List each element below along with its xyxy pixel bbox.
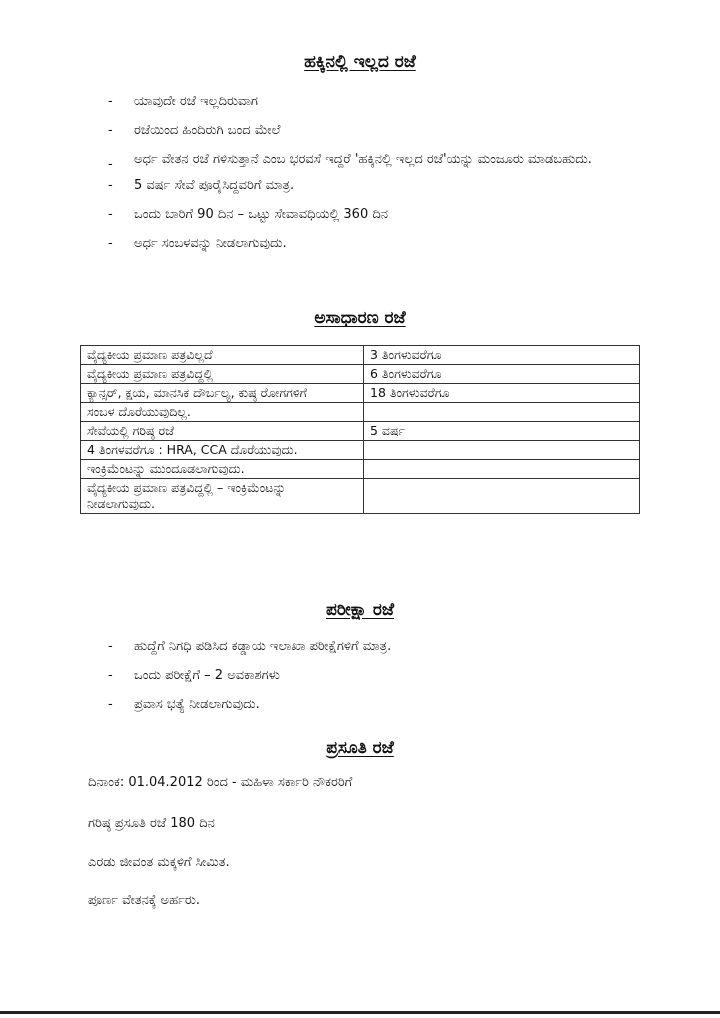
table-cell xyxy=(364,441,640,460)
table-cell xyxy=(364,403,640,422)
table-row xyxy=(81,346,640,365)
table-cell: 5 ವರ್ಷ xyxy=(364,422,640,441)
maternity-line: ಗರಿಷ್ಠ ಪ್ರಸೂತಿ ರಜೆ 180 ದಿನ xyxy=(88,816,215,831)
maternity-line: ಎರಡು ಜೀವಂತ ಮಕ್ಕಳಿಗೆ ಸೀಮಿತ. xyxy=(88,855,230,870)
table-row xyxy=(81,365,640,384)
list-item: - ರಜೆಯಿಂದ ಹಿಂದಿರುಗಿ ಬಂದ ಮೇಲೆ xyxy=(108,123,281,138)
heading-maternity-leave: ಪ್ರಸೂತಿ ರಜೆ xyxy=(326,738,394,758)
extraordinary-leave-table xyxy=(80,345,640,514)
list-item: - ಯಾವುದೇ ರಜೆ ಇಲ್ಲದಿರುವಾಗ xyxy=(108,94,258,109)
table-row xyxy=(81,441,640,460)
maternity-line: ಪೂರ್ಣ ವೇತನಕ್ಕೆ ಅರ್ಹರು. xyxy=(88,893,201,908)
table-cell: ಇಂಕ್ರಿಮೆಂಟನ್ನು ಮುಂದೂಡಲಾಗುವುದು. xyxy=(81,460,364,479)
table-cell xyxy=(364,479,640,514)
table-cell: ಕ್ಯಾನ್ಸರ್, ಕ್ಷಯ, ಮಾನಸಿಕ ದೌರ್ಬಲ್ಯ, ಕುಷ್ಠ ರೋಗಗಳಿಗೆ xyxy=(81,384,364,403)
table-cell: ವೈದ್ಯಕೀಯ ಪ್ರಮಾಣ ಪತ್ರವಿದ್ದಲ್ಲಿ xyxy=(81,365,364,384)
table-cell: ಸಂಬಳ ದೊರೆಯುವುದಿಲ್ಲ. xyxy=(81,403,364,422)
list-item: - ಒಂದು ಪರೀಕ್ಷೆಗೆ – 2 ಅವಕಾಶಗಳು xyxy=(108,668,280,683)
table-cell: ವೈದ್ಯಕೀಯ ಪ್ರಮಾಣ ಪತ್ರವಿದ್ದಲ್ಲಿ – ಇಂಕ್ರಿಮೆಂಟನ್ನು ನೀಡಲಾಗುವುದು. xyxy=(81,479,364,514)
table-cell: 18 ತಿಂಗಳುವರೆಗೂ xyxy=(364,384,640,403)
table-cell: 6 ತಿಂಗಳುವರೆಗೂ xyxy=(364,365,640,384)
list-item: - ಹುದ್ದೆಗೆ ನಿಗಧಿ ಪಡಿಸಿದ ಕಡ್ಡಾಯ ಇಲಾಖಾ ಪರೀಕ್ಷೆಗಳಿಗೆ ಮಾತ್ರ. xyxy=(108,639,392,654)
table-row xyxy=(81,384,640,403)
table-row xyxy=(81,403,640,422)
list-item: - ಪ್ರವಾಸ ಭತ್ಯೆ ನೀಡಲಾಗುವುದು. xyxy=(108,697,260,712)
list-item: - ಅರ್ಧ ಸಂಬಳವನ್ನು ನೀಡಲಾಗುವುದು. xyxy=(108,236,287,251)
table-cell: ವೈದ್ಯಕೀಯ ಪ್ರಮಾಣ ಪತ್ರವಿಲ್ಲದೆ xyxy=(81,346,364,365)
table-row xyxy=(81,422,640,441)
list-leave-not-due xyxy=(108,93,608,264)
list-item: - 5 ವರ್ಷ ಸೇವೆ ಪೂರೈಸಿದ್ದವರಿಗೆ ಮಾತ್ರ. xyxy=(108,178,295,193)
list-item: - ಅರ್ಧ ವೇತನ ರಜೆ ಗಳಿಸುತ್ತಾನೆ ಎಂಬ ಭರವಸೆ ಇದ್ದರೆ 'ಹಕ್ಕಿನಲ್ಲಿ ಇಲ್ಲದ ರಜೆ'ಯನ್ನು ಮಂಜೂರು ಮಾಡಬಹುದು. xyxy=(108,152,592,172)
maternity-line: ದಿನಾಂಕ: 01.04.2012 ರಿಂದ - ಮಹಿಳಾ ಸರ್ಕಾರಿ ನೌಕರರಿಗೆ xyxy=(88,775,353,790)
list-item: - ಒಂದು ಬಾರಿಗೆ 90 ದಿನ – ಒಟ್ಟು ಸೇವಾವಧಿಯಲ್ಲಿ 360 ದಿನ xyxy=(108,207,388,222)
table-cell xyxy=(364,460,640,479)
table-cell: 4 ತಿಂಗಳವರೆಗೂ : HRA, CCA ದೊರೆಯುವುದು. xyxy=(81,441,364,460)
heading-exam-leave: ಪರೀಕ್ಷಾ ರಜೆ xyxy=(325,600,395,620)
list-exam-leave xyxy=(108,638,608,725)
heading-extraordinary-leave: ಅಸಾಧಾರಣ ರಜೆ xyxy=(314,308,406,328)
page-bottom-rule xyxy=(0,1011,720,1014)
table-cell: ಸೇವೆಯಲ್ಲಿ ಗರಿಷ್ಠ ರಜೆ xyxy=(81,422,364,441)
table-row xyxy=(81,479,640,514)
table-cell: 3 ತಿಂಗಳುವರೆಗೂ xyxy=(364,346,640,365)
table-row xyxy=(81,460,640,479)
heading-leave-not-due: ಹಕ್ಕಿನಲ್ಲಿ ಇಲ್ಲದ ರಜೆ xyxy=(304,52,416,72)
